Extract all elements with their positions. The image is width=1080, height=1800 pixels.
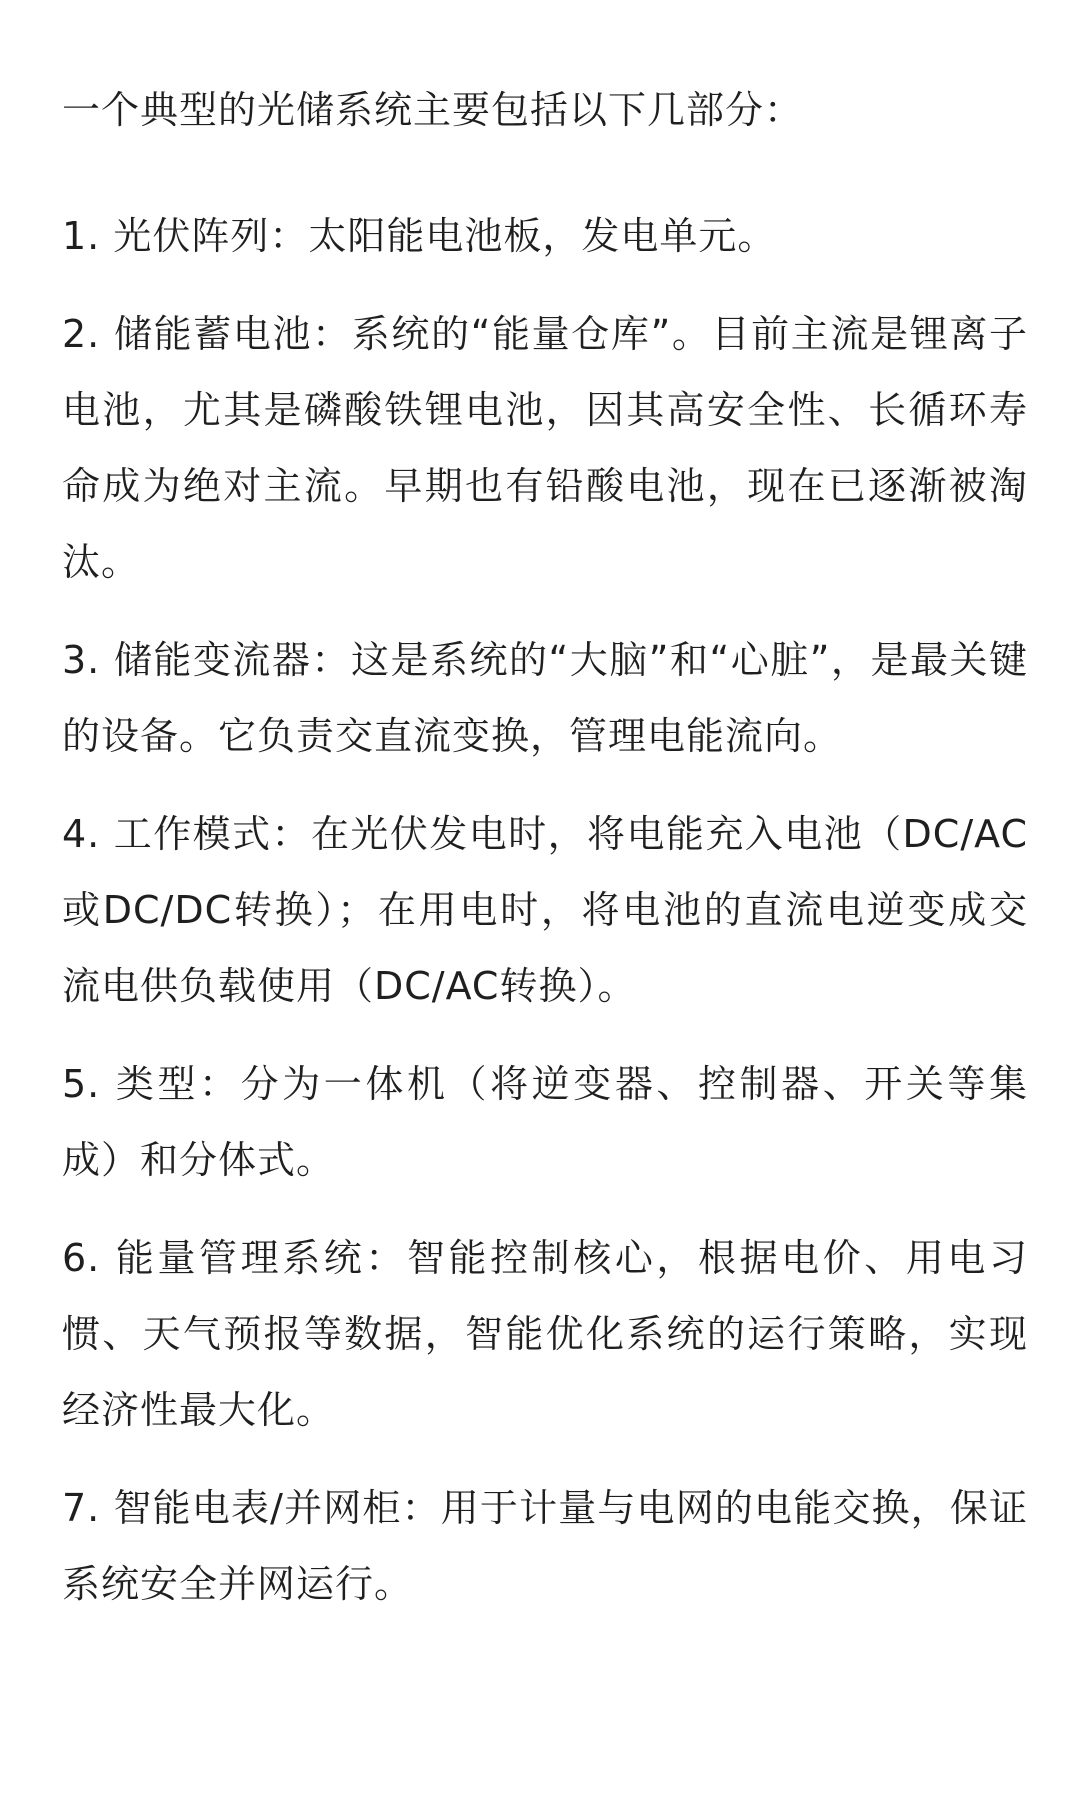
article-body bbox=[62, 72, 1028, 1644]
list-item-types: 5. 类型：分为一体机（将逆变器、控制器、开关等集成）和分体式。 bbox=[62, 1062, 1028, 1182]
list-item-pv-array: 1. 光伏阵列：太阳能电池板，发电单元。 bbox=[62, 214, 777, 258]
list-item-ems: 6. 能量管理系统：智能控制核心，根据电价、用电习惯、天气预报等数据，智能优化系统的运行策略，实现经济性最大化。 bbox=[62, 1236, 1028, 1432]
list-item-work-mode: 4. 工作模式：在光伏发电时，将电能充入电池（DC/AC或DC/DC转换）；在用电时，将电池的直流电逆变成交流电供负载使用（DC/AC转换）。 bbox=[62, 812, 1028, 1008]
list-item-smart-meter: 7. 智能电表/并网柜：用于计量与电网的电能交换，保证系统安全并网运行。 bbox=[62, 1486, 1028, 1606]
intro-paragraph: 一个典型的光储系统主要包括以下几部分： bbox=[62, 88, 804, 132]
list-item-pcs: 3. 储能变流器：这是系统的“大脑”和“心脏”，是最关键的设备。它负责交直流变换，管理电能流向。 bbox=[62, 638, 1028, 758]
list-item-battery: 2. 储能蓄电池：系统的“能量仓库”。目前主流是锂离子电池，尤其是磷酸铁锂电池，因其高安全性、长循环寿命成为绝对主流。早期也有铅酸电池，现在已逐渐被淘汰。 bbox=[62, 312, 1028, 584]
